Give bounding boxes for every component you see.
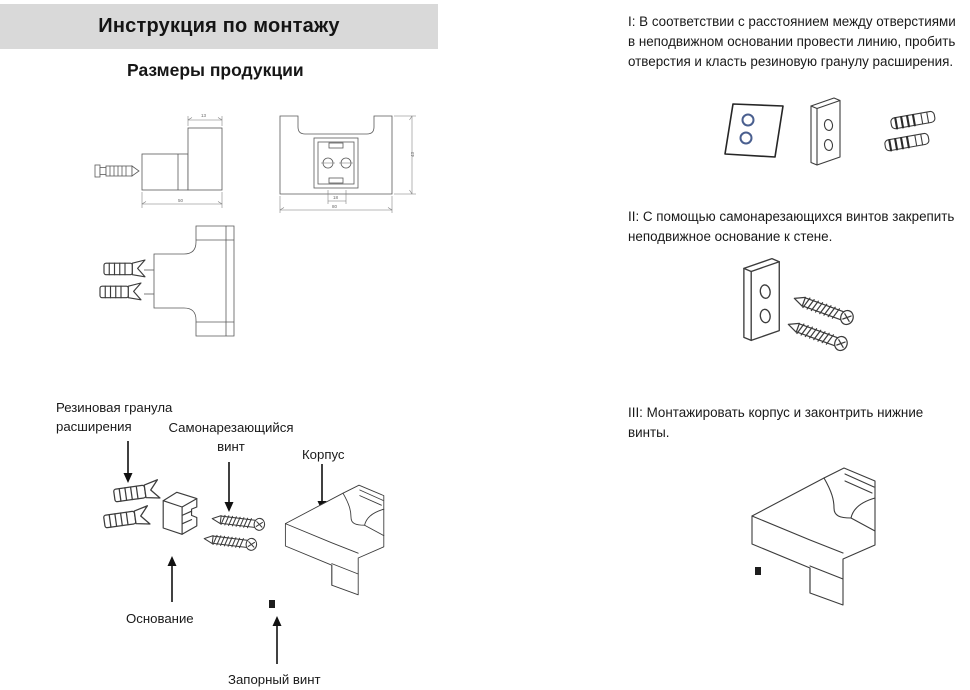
side-view-drawing xyxy=(92,104,237,216)
section-title-dimensions: Размеры продукции xyxy=(127,60,304,80)
step-2-illustration xyxy=(735,253,900,378)
dim-front-outer: 80 xyxy=(332,204,338,209)
step-3-text: III: Монтажировать корпус и законтрить нижние винты. xyxy=(628,405,924,440)
lock-screw-dot xyxy=(755,567,761,575)
exploded-view-drawing xyxy=(95,468,405,633)
step-3-illustration xyxy=(740,438,900,613)
label-rubber-dowel: Резиновая гранула расширения xyxy=(56,400,173,434)
dim-front-inner: 18 xyxy=(333,195,339,200)
front-view-drawing xyxy=(268,98,426,220)
label-lock-screw: Запорный винт xyxy=(228,672,321,687)
dim-side-top: 13 xyxy=(201,113,207,118)
step-1-illustration xyxy=(705,93,953,179)
dim-front-height: 43 xyxy=(410,151,415,157)
step-1-text: I: В соответствии с расстоянием между отверстиями в неподвижном основании провести линию, пробить отверстия и класть резиновую гранулу расширения. xyxy=(628,14,956,69)
label-self-tapping-screw: Самонарезающийся винт xyxy=(168,420,294,454)
label-base: Основание xyxy=(126,611,194,626)
marking-template xyxy=(725,104,783,157)
header-bar xyxy=(0,4,438,49)
lock-screw-dot xyxy=(269,600,275,608)
dim-side-bottom: 50 xyxy=(178,198,184,203)
step-2-text: II: С помощью самонарезающихся винтов закрепить неподвижное основание к стене. xyxy=(628,209,955,244)
label-body: Корпус xyxy=(302,447,345,462)
top-view-drawing xyxy=(96,224,236,339)
page-title: Инструкция по монтажу xyxy=(98,15,340,37)
